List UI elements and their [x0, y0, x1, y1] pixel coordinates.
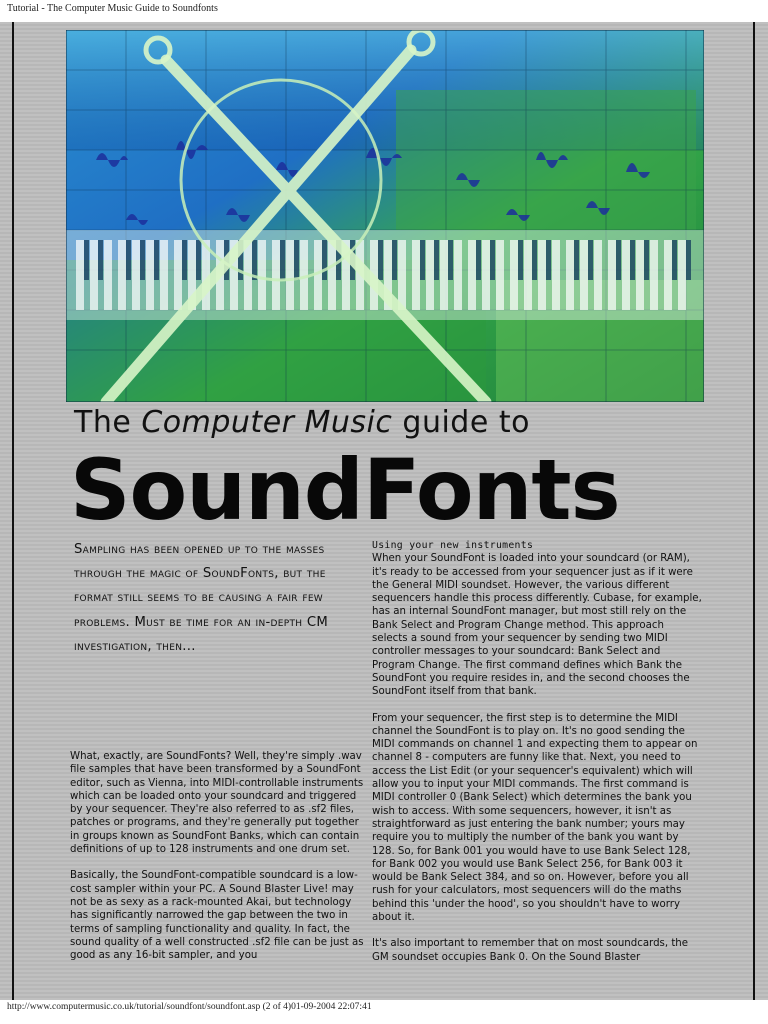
- right-paragraph-3: It's also important to remember that on most soundcards, the GM soundset occupies Bank 0. On the Sound Blaster: [372, 938, 689, 963]
- title-suffix-text: guide to: [392, 405, 530, 440]
- right-paragraph-1: When your SoundFont is loaded into your soundcard (or RAM), it's ready to be accessed from your sequencer just as if it were the General MIDI soundset. However, the various different sequencers handle this process differently. Cubase, for example, has an internal SoundFont manager, but most still rely on the Bank Select and Program Change method. This approach selects a sound from your sequencer by sending two MIDI controller messages to your soundcard: Bank Select and Program Change. The first command defines which Bank the SoundFont you require resides in, and the second chooses the SoundFont itself from that bank.: [372, 553, 702, 698]
- article-intro: Sampling has been opened up to the masses through the magic of SoundFonts, but the format still seems to be causing a fair few problems. Must be time for an in-depth CM investigation, then...: [74, 542, 329, 654]
- left-paragraph-2: Basically, the SoundFont-compatible soundcard is a low-cost sampler within your PC. A Sound Blaster Live! may not be as sexy as a rack-mounted Akai, but technology has significantly narrowed the gap between the two in terms of sampling functionality and quality. In fact, the sound quality of a well constructed .sf2 file can be just as good as any 16-bit sampler, and you: [70, 870, 364, 962]
- hero-illustration: [66, 30, 704, 402]
- title-prefix-text: The: [74, 405, 142, 440]
- title-italic-text: Computer Music: [141, 405, 393, 440]
- left-page-border: [12, 22, 14, 1000]
- print-footer-url: http://www.computermusic.co.uk/tutorial/soundfont/soundfont.asp (2 of 4)01-09-2004 22:07:41: [0, 1000, 768, 1024]
- section-subheading: Using your new instruments: [372, 540, 534, 551]
- print-header: Tutorial - The Computer Music Guide to Soundfonts: [0, 0, 768, 22]
- article-title-main: SoundFonts: [70, 441, 620, 539]
- left-paragraph-1: What, exactly, are SoundFonts? Well, they're simply .wav file samples that have been transformed by a SoundFont editor, such as Vienna, into MIDI-controllable instruments which can be loaded onto your soundcard and triggered by your sequencer. They're also referred to as .sf2 files, patches or programs, and they're generally put together in groups known as SoundFont Banks, which can contain definitions of up to 128 instruments and one drum set.: [70, 751, 364, 856]
- right-column: [372, 539, 702, 977]
- left-column: [70, 750, 366, 975]
- right-page-border: [753, 22, 755, 1000]
- article-title-prefix: [74, 405, 694, 440]
- right-paragraph-2: From your sequencer, the first step is to determine the MIDI channel the SoundFont is to play on. It's no good sending the MIDI commands on channel 1 and expecting them to appear on channel 8 - computers are funny like that. Next, you need to access the List Edit (or your sequencer's equivalent) which will allow you to input your MIDI commands. The first command is MIDI controller 0 (Bank Select) which determines the bank you wish to access. With some sequencers, however, it isn't as straightforward as just entering the bank number; yours may require you to multiply the number of the bank you want by 128. So, for Bank 001 you would have to use Bank Select 128, for Bank 002 you would use Bank Select 256, for Bank 003 it would be Bank Select 384, and so on. However, before you all rush for your calculators, most sequencers will do the maths behind this 'under the hood', so you shouldn't have to worry about it.: [372, 712, 698, 924]
